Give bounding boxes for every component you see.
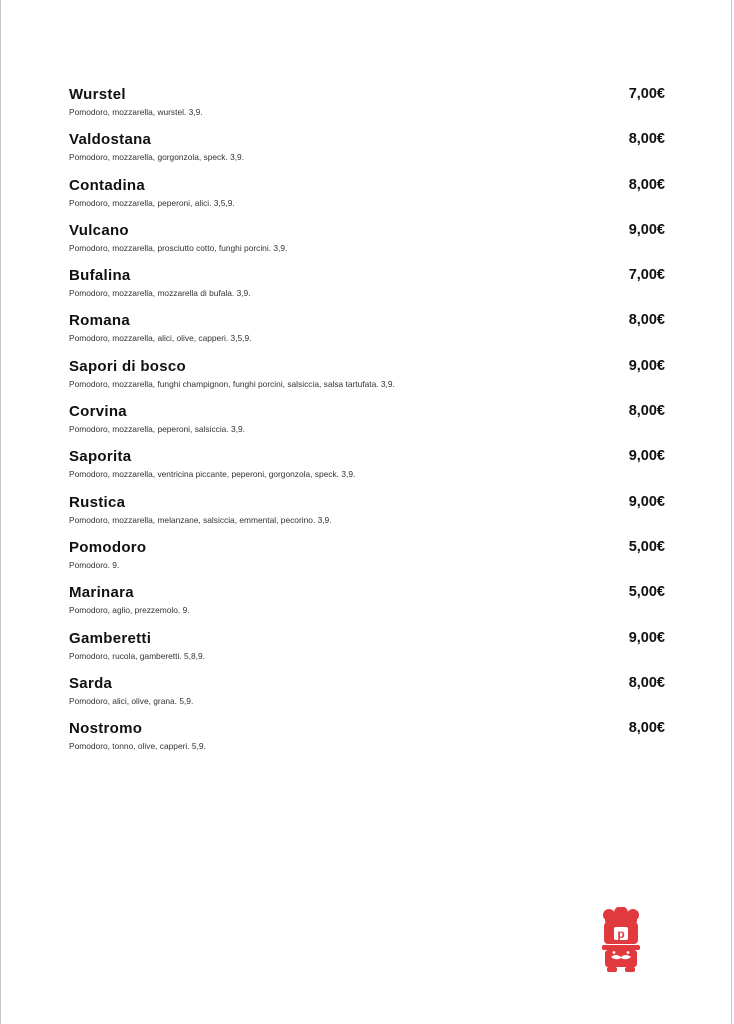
menu-item-name: Marinara: [69, 584, 134, 602]
menu-item-name: Wurstel: [69, 86, 126, 103]
menu-item-name: Pomodoro: [69, 538, 147, 556]
menu-item: [69, 220, 665, 265]
menu-item-name: Valdostana: [69, 131, 152, 149]
menu-item-name: Contadina: [69, 176, 146, 194]
menu-item-price: 8,00€: [628, 403, 665, 420]
menu-item-name: Gamberetti: [69, 629, 152, 647]
menu-item-name: Romana: [69, 312, 130, 330]
menu-item-price: 9,00€: [628, 448, 665, 465]
menu-item-description: Pomodoro. 9.: [69, 559, 120, 570]
menu-item-description: Pomodoro, mozzarella, melanzane, salsiccia, emmental, pecorino. 3,9.: [69, 514, 332, 525]
menu-item: [69, 673, 665, 718]
menu-item-price: 8,00€: [628, 312, 665, 329]
menu-item: [69, 401, 665, 446]
menu-item-description: Pomodoro, rucola, gamberetti. 5,8,9.: [69, 650, 205, 661]
menu-item-price: 7,00€: [628, 267, 665, 284]
menu-item-description: Pomodoro, mozzarella, peperoni, salsiccia. 3,9.: [69, 424, 245, 435]
menu-item-description: Pomodoro, mozzarella, mozzarella di bufala. 3,9.: [69, 288, 251, 299]
menu-item-description: Pomodoro, mozzarella, ventricina piccante, peperoni, gorgonzola, speck. 3,9.: [69, 469, 356, 480]
menu-item-price: 8,00€: [628, 720, 665, 737]
menu-item: [69, 356, 665, 401]
menu-item-description: Pomodoro, mozzarella, peperoni, alici. 3,5,9.: [69, 197, 235, 208]
menu-item-name: Nostromo: [69, 720, 143, 738]
menu-item-name: Vulcano: [69, 221, 129, 239]
menu-item: [69, 175, 665, 220]
menu-item-name: Rustica: [69, 493, 126, 511]
menu-item-description: Pomodoro, aglio, prezzemolo. 9.: [69, 605, 190, 616]
menu-item-name: Sapori di bosco: [69, 357, 187, 375]
menu-item: [69, 582, 665, 627]
menu-item-price: 9,00€: [628, 357, 665, 374]
menu-item: [69, 129, 665, 174]
menu-item: [69, 537, 665, 582]
menu-item-description: Pomodoro, mozzarella, wurstel. 3,9.: [69, 107, 203, 117]
menu-item-description: Pomodoro, mozzarella, prosciutto cotto, funghi porcini. 3,9.: [69, 242, 288, 253]
menu-item: [69, 718, 665, 763]
menu-item: [69, 265, 665, 310]
menu-item-description: Pomodoro, tonno, olive, capperi. 5,9.: [69, 741, 206, 752]
menu-item-price: 8,00€: [628, 176, 665, 193]
menu-item: [69, 628, 665, 673]
menu-item-price: 5,00€: [628, 538, 665, 555]
menu-item-price: 9,00€: [628, 493, 665, 510]
menu-item-name: Saporita: [69, 448, 132, 466]
menu-item-price: 8,00€: [628, 674, 665, 691]
menu-item-price: 7,00€: [628, 86, 665, 102]
menu-item-name: Sarda: [69, 674, 113, 692]
menu-item: [69, 446, 665, 491]
logo-letter: p: [617, 927, 625, 941]
menu-item: [69, 492, 665, 537]
menu-item-description: Pomodoro, mozzarella, alici, olive, capperi. 3,5,9.: [69, 333, 252, 344]
menu-item-price: 9,00€: [628, 221, 665, 238]
menu-item-price: 9,00€: [628, 629, 665, 646]
menu-item-name: Corvina: [69, 403, 127, 421]
menu-item-description: Pomodoro, alici, olive, grana. 5,9.: [69, 695, 194, 706]
menu-list: [69, 84, 665, 763]
menu-item-price: 8,00€: [628, 131, 665, 148]
chef-logo-icon: [599, 907, 643, 973]
menu-item-price: 5,00€: [628, 584, 665, 601]
menu-item-description: Pomodoro, mozzarella, gorgonzola, speck. 3,9.: [69, 152, 245, 163]
menu-item: [69, 84, 665, 129]
menu-item-description: Pomodoro, mozzarella, funghi champignon, funghi porcini, salsiccia, salsa tartufata. 3,9.: [69, 378, 395, 389]
menu-item: [69, 310, 665, 355]
menu-item-name: Bufalina: [69, 267, 131, 285]
